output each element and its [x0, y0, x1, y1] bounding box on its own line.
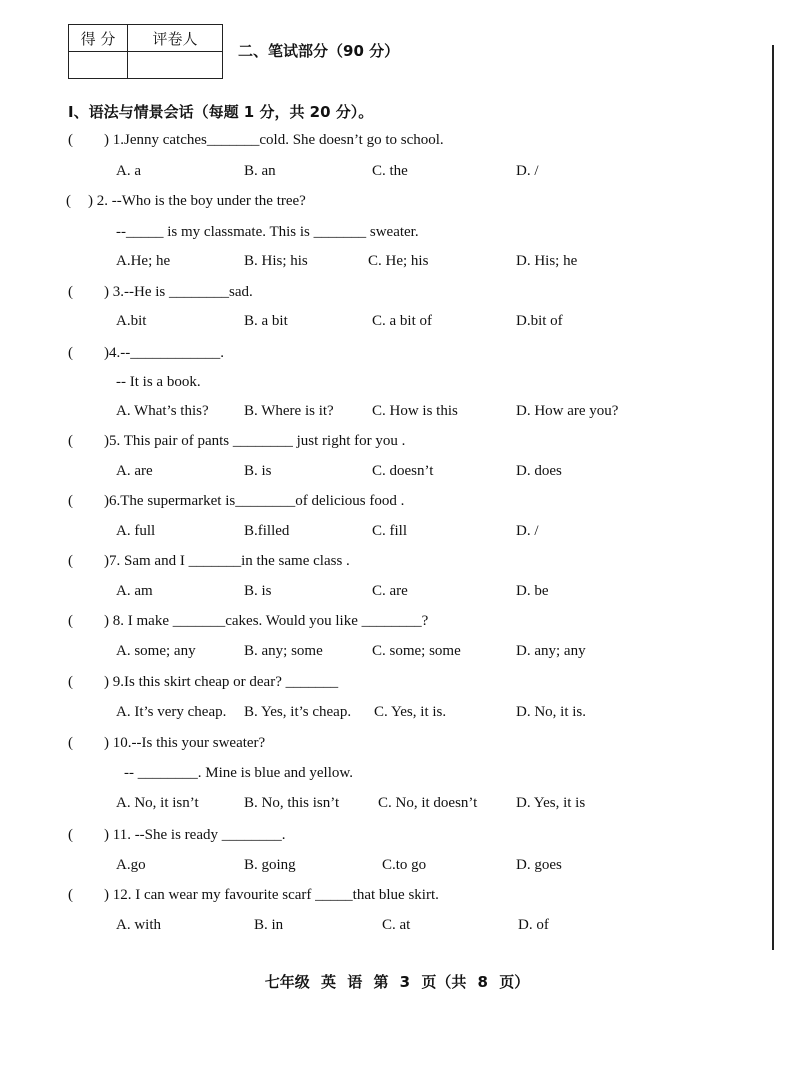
answer-option: B. an	[244, 163, 276, 179]
answer-option: D. goes	[516, 857, 562, 873]
answer-option: D. How are you?	[516, 403, 619, 419]
answer-option: C. Yes, it is.	[374, 704, 447, 720]
answer-option: A. What’s this?	[116, 403, 209, 419]
answer-option: D. does	[516, 463, 562, 479]
answer-option: A. It’s very cheap.	[116, 704, 227, 720]
answer-option: B. in	[254, 917, 284, 933]
answer-option: C. some; some	[372, 643, 461, 659]
question-stem: ) 9.Is this skirt cheap or dear? _______	[104, 674, 339, 690]
answer-option: D. Yes, it is	[516, 795, 586, 811]
answer-option: B. any; some	[244, 643, 323, 659]
question-stem: )7. Sam and I _______in the same class .	[104, 553, 350, 569]
answer-option: B. is	[244, 583, 272, 599]
answer-paren[interactable]: (	[68, 674, 73, 690]
answer-option: D. be	[516, 583, 549, 599]
answer-option: D. of	[518, 917, 549, 933]
answer-option: B. going	[244, 857, 296, 873]
answer-option: A.He; he	[116, 253, 171, 269]
answer-option: A. a	[116, 163, 141, 179]
question-stem: ) 11. --She is ready ________.	[104, 827, 286, 843]
section-title: 二、笔试部分（90 分）	[238, 42, 400, 60]
answer-option: D. No, it is.	[516, 704, 587, 720]
score-cell[interactable]	[69, 52, 128, 79]
answer-option: B. is	[244, 463, 272, 479]
question-stem-line2: -- ________. Mine is blue and yellow.	[124, 765, 353, 781]
score-table	[68, 24, 223, 79]
question-stem: )4.--____________.	[104, 345, 224, 361]
answer-option: A. with	[116, 917, 161, 933]
answer-option: C. doesn’t	[372, 463, 434, 479]
answer-option: C. at	[382, 917, 411, 933]
answer-option: A. No, it isn’t	[116, 795, 199, 811]
answer-option: A.go	[116, 857, 146, 873]
answer-option: D. His; he	[516, 253, 578, 269]
answer-paren[interactable]: (	[68, 613, 73, 629]
answer-paren[interactable]: (	[68, 887, 73, 903]
answer-option: D.bit of	[516, 313, 563, 329]
answer-paren[interactable]: (	[66, 193, 71, 209]
answer-paren[interactable]: (	[68, 284, 73, 300]
answer-paren[interactable]: (	[68, 493, 73, 509]
answer-option: C. the	[372, 163, 408, 179]
answer-option: B. Where is it?	[244, 403, 334, 419]
answer-option: D. /	[516, 523, 539, 539]
question-stem: ) 10.--Is this your sweater?	[104, 735, 266, 751]
question-stem: ) 12. I can wear my favourite scarf _____that blue skirt.	[104, 887, 439, 903]
answer-option: B.filled	[244, 523, 290, 539]
question-stem-line2: --_____ is my classmate. This is _______ sweater.	[116, 224, 419, 240]
answer-option: A. am	[116, 583, 153, 599]
answer-option: C.to go	[382, 857, 427, 873]
answer-option: C. He; his	[368, 253, 429, 269]
answer-paren[interactable]: (	[68, 345, 73, 361]
question-stem: )6.The supermarket is________of delicious food .	[104, 493, 405, 509]
answer-option: D. any; any	[516, 643, 586, 659]
answer-paren[interactable]: (	[68, 433, 73, 449]
binding-line	[772, 45, 774, 950]
answer-option: C. are	[372, 583, 408, 599]
page-footer: 七年级 英 语 第 3 页（共 8 页）	[264, 973, 530, 991]
question-stem: )5. This pair of pants ________ just right for you .	[104, 433, 406, 449]
question-stem: ) 8. I make _______cakes. Would you like ________?	[104, 613, 429, 629]
answer-paren[interactable]: (	[68, 553, 73, 569]
answer-paren[interactable]: (	[68, 735, 73, 751]
answer-option: A. some; any	[116, 643, 196, 659]
question-stem-line2: -- It is a book.	[116, 374, 201, 390]
question-stem: ) 2. --Who is the boy under the tree?	[88, 193, 306, 209]
answer-option: C. No, it doesn’t	[378, 795, 478, 811]
answer-paren[interactable]: (	[68, 827, 73, 843]
answer-paren[interactable]: (	[68, 132, 73, 148]
grader-label: 评卷人	[128, 25, 223, 52]
answer-option: B. a bit	[244, 313, 288, 329]
answer-option: C. a bit of	[372, 313, 432, 329]
answer-option: A.bit	[116, 313, 147, 329]
answer-option: C. fill	[372, 523, 408, 539]
answer-option: A. are	[116, 463, 153, 479]
answer-option: A. full	[116, 523, 156, 539]
answer-option: D. /	[516, 163, 539, 179]
answer-option: B. Yes, it’s cheap.	[244, 704, 352, 720]
score-label: 得 分	[69, 25, 128, 52]
grader-cell[interactable]	[128, 52, 223, 79]
answer-option: B. No, this isn’t	[244, 795, 340, 811]
answer-option: C. How is this	[372, 403, 458, 419]
answer-option: B. His; his	[244, 253, 308, 269]
part-title: I、语法与情景会话（每题 1 分，共 20 分）。	[68, 103, 374, 121]
question-stem: ) 1.Jenny catches_______cold. She doesn’t go to school.	[104, 132, 444, 148]
question-stem: ) 3.--He is ________sad.	[104, 284, 253, 300]
